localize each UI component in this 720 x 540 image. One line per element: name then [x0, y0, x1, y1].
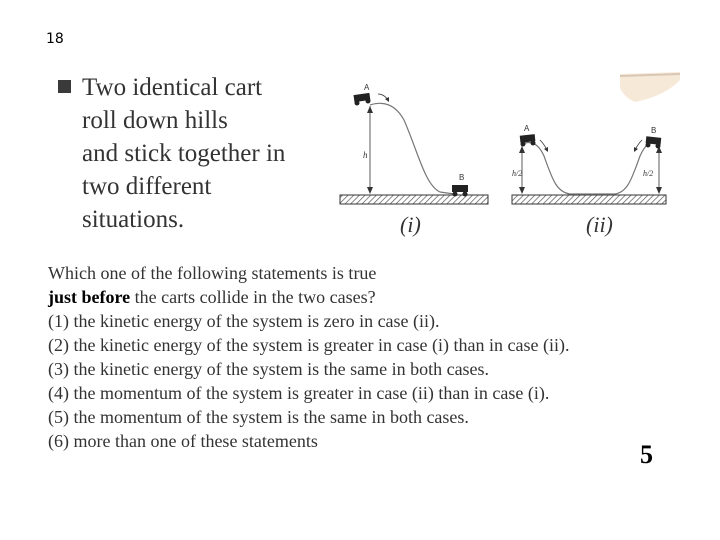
cart-b-label-i: B: [459, 173, 465, 182]
intro-line: two different: [82, 173, 212, 200]
question-emphasis: just before: [48, 287, 131, 307]
intro-line: Two identical cart: [82, 74, 263, 101]
answer-option: (5) the momentum of the system is the same in both cases.: [48, 407, 469, 427]
hill-curve-ii: [522, 143, 658, 195]
arrow-head-icon: [656, 187, 662, 194]
height-label-ii-left: h/2: [512, 169, 523, 178]
answer-option: (3) the kinetic energy of the system is the same in both cases.: [48, 359, 490, 379]
ground-ii: [512, 195, 666, 204]
answer-option: (4) the momentum of the system is greater in case (ii) than in case (i).: [48, 383, 550, 403]
bullet-square-icon: [58, 80, 71, 93]
intro-line: and stick together in: [82, 140, 286, 167]
question-block: [48, 261, 688, 453]
case-ii-label: (ii): [586, 212, 613, 237]
cart-a-ii: [520, 134, 536, 146]
arrow-head-icon: [385, 97, 389, 102]
physics-figure: [330, 60, 680, 250]
question-line-rest: the carts collide in the two cases?: [130, 287, 376, 307]
arrow-head-icon: [519, 146, 525, 153]
question-line: [48, 285, 688, 309]
answer-option: (1) the kinetic energy of the system is zero in case (ii).: [48, 311, 440, 331]
arrow-head-icon: [367, 187, 373, 194]
case-i-label: (i): [400, 212, 421, 237]
arrow-head-icon: [367, 106, 373, 113]
intro-line: roll down hills: [82, 107, 228, 134]
cart-b-ii: [646, 136, 662, 148]
intro-text: [82, 71, 347, 236]
cart-a-label-i: A: [364, 83, 370, 92]
hill-curve-i: [370, 103, 454, 194]
cart-a-label-ii: A: [524, 124, 530, 133]
answer-option: (6) more than one of these statements: [48, 431, 318, 451]
page-number: 5: [640, 440, 653, 469]
answer-option: (2) the kinetic energy of the system is greater in case (i) than in case (ii).: [48, 335, 570, 355]
cart-a-i: [354, 93, 371, 106]
height-label-i: h: [363, 150, 368, 160]
cart-b-label-ii: B: [651, 126, 657, 135]
intro-line: situations.: [82, 206, 185, 233]
arrow-head-icon: [519, 187, 525, 194]
slide-number: 18: [46, 31, 64, 47]
height-label-ii-right: h/2: [643, 169, 654, 178]
case-i-diagram: [340, 83, 488, 237]
question-line: Which one of the following statements is true: [48, 263, 377, 283]
case-ii-diagram: [512, 124, 666, 237]
